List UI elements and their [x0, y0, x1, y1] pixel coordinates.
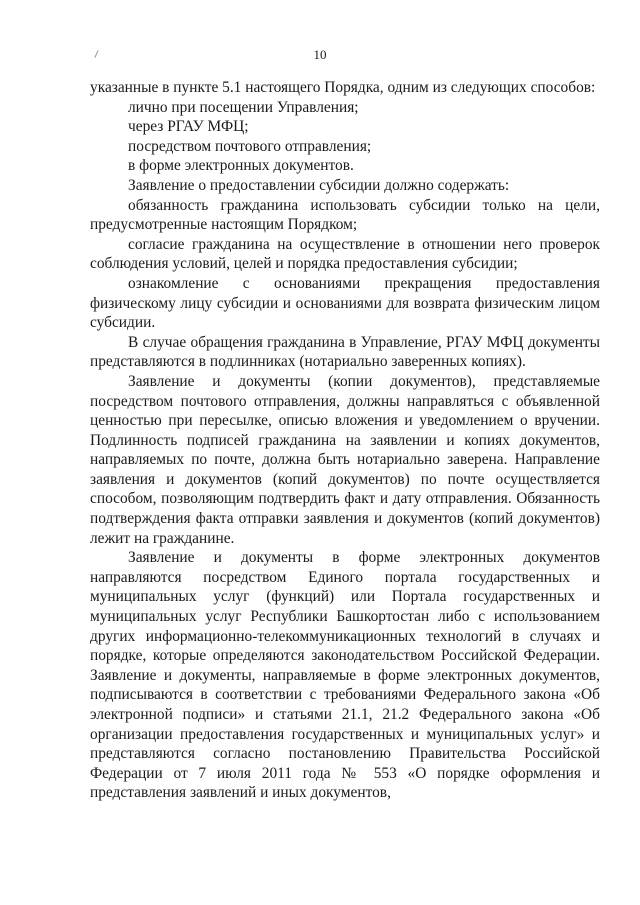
list-item-mail: посредством почтового отправления; [128, 137, 372, 155]
list-item-electronic: в форме электронных документов. [128, 157, 354, 175]
paragraph-originals: В случае обращения гражданина в Управление, РГАУ МФЦ документы представляются в подлинниках (нотариально заверенных копиях). [90, 333, 600, 371]
paragraph-consent: согласие гражданина на осуществление в отношении него проверок соблюдения условий, целей и порядка предоставления субсидии; [90, 235, 600, 273]
paragraph-electronic: Заявление и документы в форме электронных документов направляются посредством Единого портала государственных и муниципальных услуг (функций) или Портала государственных и муниципальных услуг Республики Башкортостан либо с использованием других информационно-телекоммуникационных технологий в случаях и порядке, которые определяются законодательством Российской Федерации. Заявление и документы, направляемые в форме электронных документов, подписываются в соответствии с требованиями Федерального закона «Об электронной подписи» и статьями 21.1, 21.2 Федерального закона «Об организации предоставления государственных и муниципальных услуг» и представляются согласно постановлению Правительства Российской Федерации от 7 июля 2011 года № 553 «О порядке оформления и представления заявлений и иных документов, [90, 549, 600, 802]
paragraph-obligation: обязанность гражданина использовать субсидии только на цели, предусмотренные настоящим Порядком; [90, 196, 600, 234]
list-item-in-person: лично при посещении Управления; [128, 98, 359, 116]
paragraph-acquaintance: ознакомление с основаниями прекращения предоставления физическому лицу субсидии и основаниями для возврата физическим лицом субсидии. [90, 274, 600, 332]
paragraph-application-content: Заявление о предоставлении субсидии должно содержать: [128, 176, 510, 194]
list-item-mfc: через РГАУ МФЦ; [128, 118, 249, 136]
document-body [90, 78, 600, 803]
paragraph-postal: Заявление и документы (копии документов), представляемые посредством почтового отправления, должны направляться с объявленной ценностью при пересылке, описью вложения и уведомлением о вручении. Подлинность подписей гражданина на заявлении и копиях документов, направляемых по почте, должна быть нотариально заверена. Направление заявления и документов (копий документов) по почте осуществляется способом, позволяющим подтвердить факт и дату отправления. Обязанность подтверждения факта отправки заявления и документов (копий документов) лежит на гражданине. [90, 372, 600, 547]
paragraph-intro: указанные в пункте 5.1 настоящего Порядка, одним из следующих способов: [90, 79, 596, 96]
page-number: 10 [313, 47, 327, 62]
